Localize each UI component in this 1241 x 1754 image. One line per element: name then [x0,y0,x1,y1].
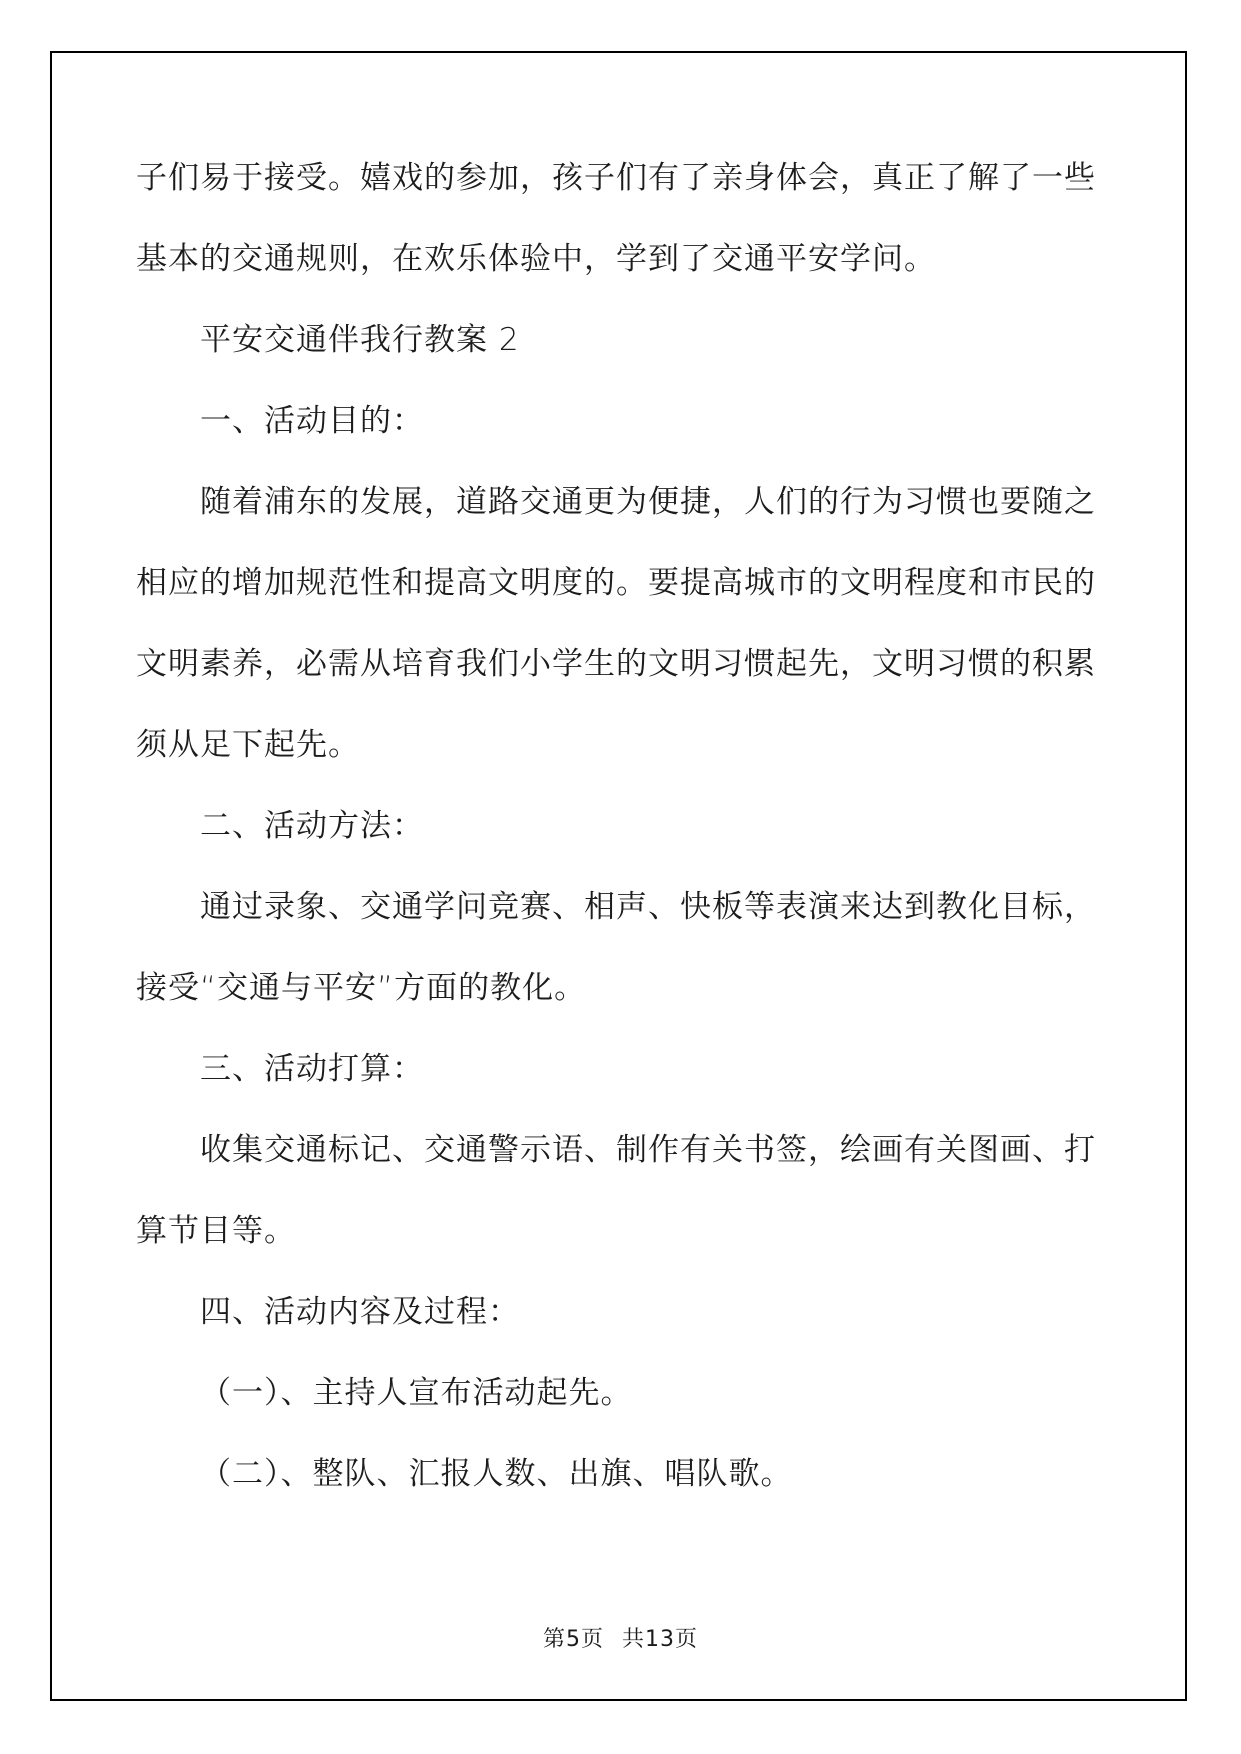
list-item: （二）、整队、汇报人数、出旗、唱队歌。 [200,1456,793,1492]
text-line: 收集交通标记、交通警示语、制作有关书签，绘画有关图画、打 [200,1132,1096,1168]
document-body [136,138,1096,1515]
page-total-label: 共13页 [622,1627,698,1652]
text-line: 接受“交通与平安”方面的教化。 [136,970,587,1006]
section-title: 平安交通伴我行教案 2 [200,322,520,358]
text-line: 子们易于接受。嬉戏的参加，孩子们有了亲身体会，真正了解了一些 [136,160,1096,196]
heading-activity-preparation: 三、活动打算： [200,1051,424,1087]
heading-activity-purpose: 一、活动目的： [200,403,424,439]
text-line: 相应的增加规范性和提高文明度的。要提高城市的文明程度和市民的 [136,565,1096,601]
page-footer [0,1622,1241,1653]
text-line: 通过录象、交通学问竞赛、相声、快板等表演来达到教化目标， [200,889,1096,925]
list-item: （一）、主持人宣布活动起先。 [200,1375,633,1411]
page-number-label: 第5页 [543,1627,604,1652]
text-line: 须从足下起先。 [136,727,360,763]
heading-activity-method: 二、活动方法： [200,808,424,844]
text-line: 算节目等。 [136,1213,296,1249]
heading-activity-content: 四、活动内容及过程： [200,1294,520,1330]
text-line: 随着浦东的发展，道路交通更为便捷，人们的行为习惯也要随之 [200,484,1096,520]
text-line: 文明素养，必需从培育我们小学生的文明习惯起先，文明习惯的积累 [136,646,1096,682]
text-line: 基本的交通规则，在欢乐体验中，学到了交通平安学问。 [136,241,936,277]
